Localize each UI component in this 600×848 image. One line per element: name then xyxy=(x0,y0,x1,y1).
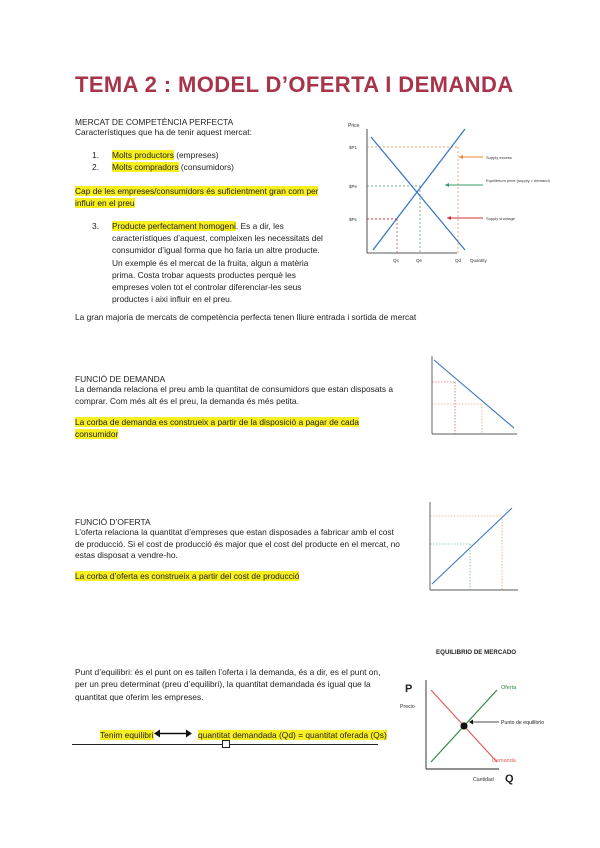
y-axis-label: Precio xyxy=(400,704,415,710)
demand-label: Demanda xyxy=(492,758,516,764)
equilibrium-label: Punto de equilibrio xyxy=(501,720,544,726)
characteristics-list xyxy=(92,150,332,173)
y-tick-label: $Ps xyxy=(349,217,357,222)
highlight-text: Molts compradors xyxy=(112,161,179,172)
list-number: 2. xyxy=(92,161,99,172)
market-equilibrium-chart xyxy=(395,642,545,787)
section-heading-supply: FUNCIÓ D’OFERTA xyxy=(75,517,151,527)
demand-curve xyxy=(434,360,514,428)
list-text: (empreses) xyxy=(173,150,219,160)
demand-chart xyxy=(422,348,530,440)
x-axis-symbol: Q xyxy=(505,773,514,785)
supply-text: L’oferta relaciona la quantitat d’empreses que estan disposades a fabricar amb el cost de producció. Si el cost de producció és major que el cost del producte en el mercat, no estas disposat a vendre-ho. xyxy=(75,527,400,560)
equilibrium-condition-left xyxy=(100,730,154,742)
supply-curve xyxy=(432,508,512,584)
x-axis-label: Cantidad xyxy=(473,777,494,783)
annotation-label: Supply shortage xyxy=(486,216,515,221)
equilibrium-text: Punt d’equilibri: és el punt on es tallen l’oferta i la demanda, és a dir, es el punt on, per un preu determinat (preu d’equilibri), la quantitat demandada és igual que la quantitat que oferim les empreses. xyxy=(75,667,381,702)
section-heading-demand: FUNCIÓ DE DEMANDA xyxy=(75,374,166,384)
arrow-icon xyxy=(445,183,449,187)
highlight-text: quantitat demandada (Qd) = quantitat oferada (Qs) xyxy=(198,730,387,740)
perfect-footer: La gran majoria de mercats de competència perfecta tenen lliure entrada i sortida de mercat xyxy=(75,312,417,322)
highlighted-note xyxy=(75,186,337,209)
highlight-text: Tenim equilibri xyxy=(100,730,154,740)
chart-title: EQUILIBRIO DE MERCADO xyxy=(436,649,517,656)
highlight-text: La corba d’oferta es construeix a partir del cost de producció xyxy=(75,571,300,581)
list-text: (consumidors) xyxy=(178,161,234,172)
annotation-label: Supply excess xyxy=(486,155,512,160)
perfect-intro: Característiques que ha de tenir aquest mercat: xyxy=(75,127,252,137)
demand-text: La demanda relaciona el preu amb la quantitat de consumidors que estan disposats a comprar. Com més alt és el preu, la demanda és més petita. xyxy=(75,384,393,406)
supply-highlight xyxy=(75,571,375,583)
page-title: TEMA 2 : MODEL D’OFERTA I DEMANDA xyxy=(75,72,514,97)
list-item-3 xyxy=(92,220,332,305)
highlight-text: La corba de demanda es construeix a partir de la disposició a pagar de cada consumidor xyxy=(75,417,359,439)
arrow-icon xyxy=(447,216,451,220)
y-axis-symbol: P xyxy=(405,683,413,695)
list-text: . Es a dir, les característiques d’aquest, compleixen les necessitats del consumidor d’igual forma que ho faria un altre producte. Un exemple és el mercat de la fruita, algun a matèria prima. Costa trobar aquests productes perquè les empreses volen tot el controlar diferenciar-les seus productes i aixi influir en el preu. xyxy=(112,221,323,305)
equilibrium-point xyxy=(460,722,467,729)
highlight-text: Cap de les empreses/consumidors és suficientment gran com per influir en el preu xyxy=(75,186,319,208)
highlight-text: Molts productors xyxy=(112,150,174,160)
arrow-icon xyxy=(459,155,463,159)
x-axis-label: Quantity xyxy=(470,258,487,263)
x-tick-label: Qd xyxy=(455,258,462,263)
y-tick-label: $Pe xyxy=(349,184,358,189)
list-item xyxy=(92,162,332,174)
x-tick-label: Qs xyxy=(393,258,399,263)
x-tick-label: Qe xyxy=(416,258,423,263)
divider-handle xyxy=(222,740,230,748)
highlight-text: Producte perfectament homogeni xyxy=(112,221,236,231)
list-item xyxy=(92,220,332,305)
list-item xyxy=(92,150,332,162)
list-number: 3. xyxy=(92,221,99,231)
y-axis-label: Price xyxy=(348,123,360,129)
list-number: 1. xyxy=(92,150,99,160)
section-heading-perfect-competition: MERCAT DE COMPETÈNCIA PERFECTA xyxy=(75,117,234,127)
annotation-label: Equilibrium price (supply = demand) xyxy=(486,178,550,183)
y-tick-label: $P1 xyxy=(349,145,358,150)
supply-chart xyxy=(420,494,530,599)
supply-label: Oferta xyxy=(501,685,517,691)
supply-demand-chart xyxy=(345,115,550,270)
demand-highlight xyxy=(75,417,375,440)
double-arrow-icon xyxy=(152,728,194,740)
